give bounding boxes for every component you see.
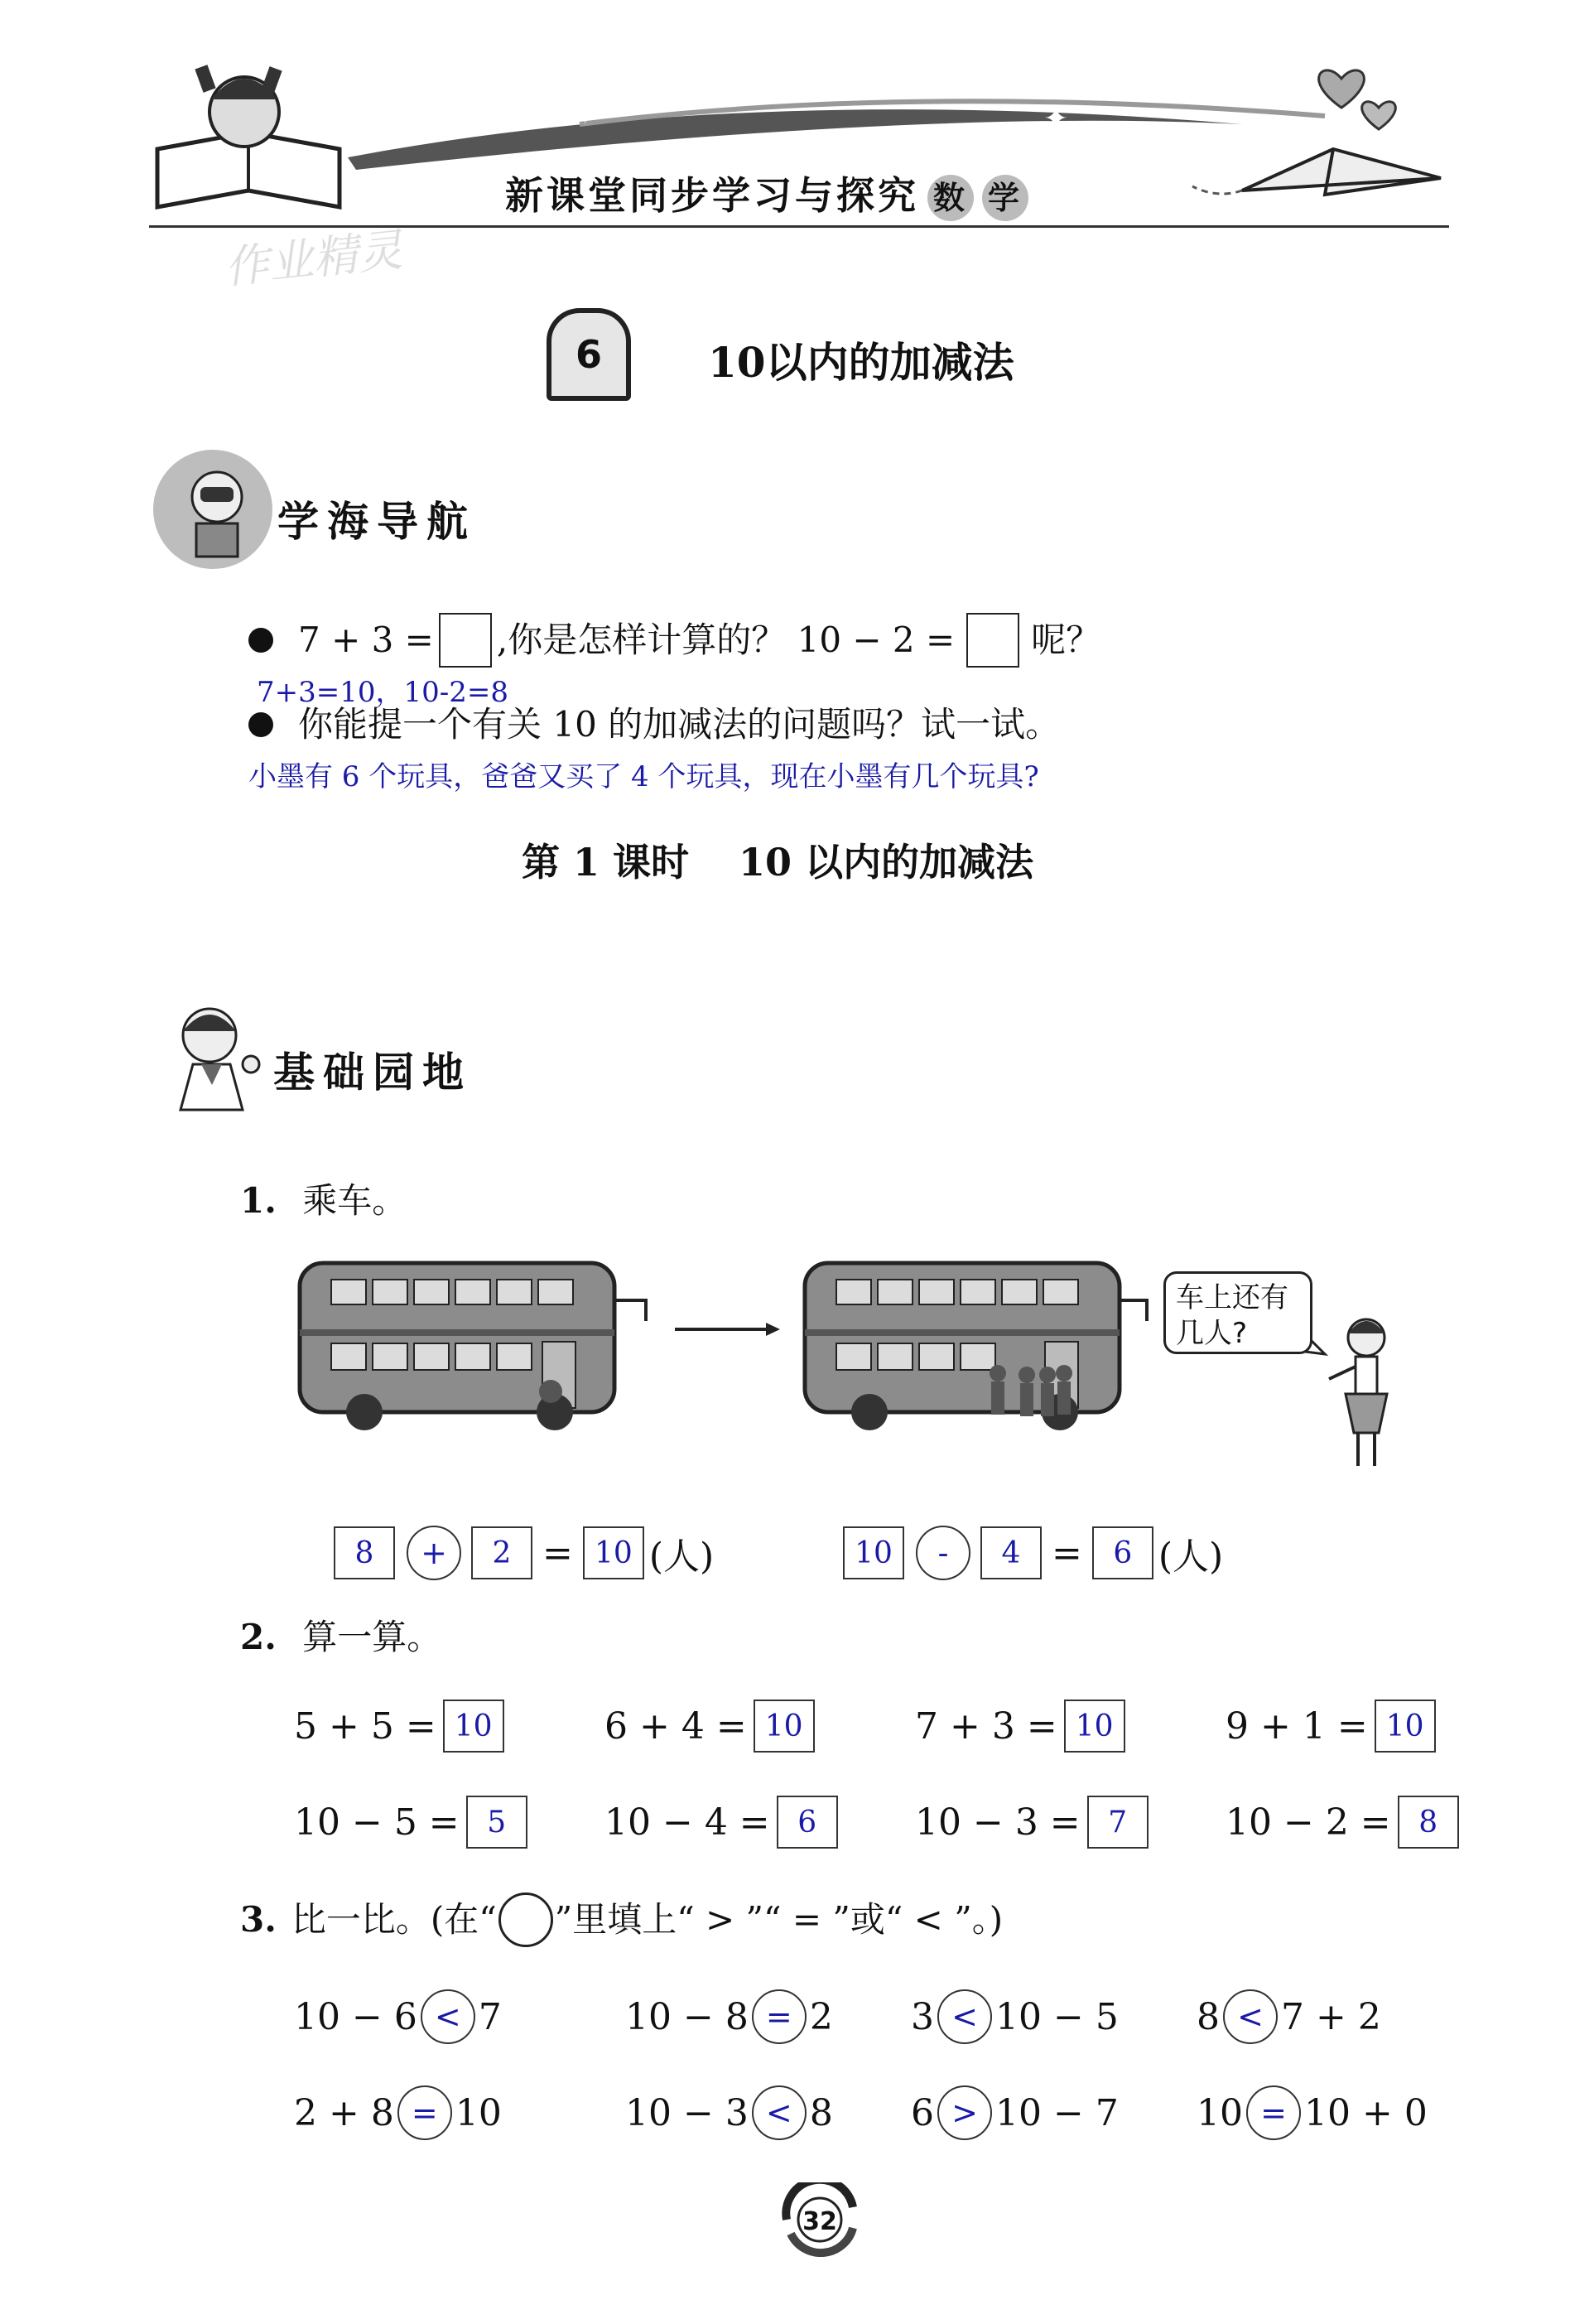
answer-box[interactable]: 6 (1092, 1526, 1153, 1579)
compare-circle[interactable]: < (937, 1989, 992, 2044)
answer-box[interactable]: 10 (843, 1526, 904, 1579)
answer-1: 7+3=10，10-2=8 (257, 676, 509, 709)
answer-box[interactable]: 4 (980, 1526, 1042, 1579)
operator-circle[interactable]: - (916, 1526, 970, 1580)
answer-box[interactable]: 8 (1398, 1796, 1459, 1849)
problem-2-heading: 2. 算一算。 (240, 1617, 442, 1657)
compare-item: 2 + 8 = 10 (294, 2085, 502, 2140)
compare-item: 6 > 10 − 7 (911, 2085, 1119, 2140)
watermark-text: 作业精灵 (221, 223, 406, 295)
calc-item: 10 − 5 = 5 (294, 1796, 527, 1849)
speech-bubble: 车上还有 几人? (1163, 1271, 1312, 1354)
answer-box[interactable]: 6 (777, 1796, 838, 1849)
explorer-kid-icon (151, 447, 275, 575)
calc-item: 10 − 4 = 6 (604, 1796, 838, 1849)
calc-item: 10 − 3 = 7 (915, 1796, 1149, 1849)
answer-box[interactable]: 8 (334, 1526, 395, 1579)
answer-box[interactable]: 10 (1375, 1700, 1436, 1753)
question-1: 7 + 3 = ,你是怎样计算的？ 10 − 2 = 呢？ (248, 613, 1100, 668)
bus-after-icon (805, 1263, 1147, 1430)
compare-circle[interactable]: = (1246, 2085, 1301, 2140)
compare-circle[interactable]: < (1223, 1989, 1278, 2044)
chapter-number-badge: 6 (547, 308, 631, 401)
problem-1-heading: 1. 乘车。 (240, 1180, 407, 1221)
bullet-dot (248, 712, 273, 737)
compare-item: 3 < 10 − 5 (911, 1989, 1119, 2044)
answer-box[interactable]: 10 (443, 1700, 504, 1753)
hearts-icon (1319, 70, 1396, 129)
arrow-right-icon (675, 1323, 780, 1336)
header-banner (0, 0, 1594, 232)
circle-symbol-icon (498, 1892, 553, 1947)
problem-3-heading: 3. 比一比。(在“ ”里填上“ > ”“ = ”或“ < ”。) (240, 1892, 1003, 1947)
calc-item: 6 + 4 = 10 (604, 1700, 815, 1753)
pioneer-girl-icon (156, 998, 272, 1117)
answer-2: 小墨有 6 个玩具，爸爸又买了 4 个玩具，现在小墨有几个玩具? (248, 760, 1039, 793)
subject-char: 学 (982, 175, 1028, 221)
girl-speaker-icon (1329, 1319, 1387, 1466)
book-title: 新课堂同步学习与探究 数 学 (505, 166, 1028, 221)
compare-circle[interactable]: = (397, 2085, 452, 2140)
section-title-jichu: 基础园地 (273, 1049, 472, 1097)
lesson-heading: 第 1 课时 10 以内的加减法 (522, 840, 1034, 885)
page-number: 32 (802, 2207, 837, 2236)
girl-reading-icon (157, 65, 340, 207)
chapter-title: 10以内的加减法 (708, 338, 1014, 387)
answer-box[interactable]: 10 (583, 1526, 644, 1579)
calc-item: 9 + 1 = 10 (1226, 1700, 1436, 1753)
answer-box[interactable]: 7 (1087, 1796, 1149, 1849)
compare-circle[interactable]: = (752, 1989, 807, 2044)
operator-circle[interactable]: + (407, 1526, 461, 1580)
subject-char: 数 (927, 175, 974, 221)
svg-text:✦: ✦ (1043, 102, 1069, 136)
calc-item: 10 − 2 = 8 (1226, 1796, 1459, 1849)
answer-box[interactable] (966, 613, 1019, 668)
compare-item: 8 < 7 + 2 (1197, 1989, 1381, 2044)
bus-before-icon (300, 1263, 646, 1430)
answer-box[interactable] (439, 613, 492, 668)
compare-circle[interactable]: < (752, 2085, 807, 2140)
bus-equation-1: 8 + 2 = 10 (人) (327, 1526, 714, 1580)
bus-equation-2: 10 - 4 = 6 (人) (836, 1526, 1223, 1580)
compare-item: 10 − 8 = 2 (625, 1989, 833, 2044)
compare-item: 10 = 10 + 0 (1197, 2085, 1428, 2140)
compare-circle[interactable]: > (937, 2085, 992, 2140)
compare-item: 10 − 6 < 7 (294, 1989, 502, 2044)
section-title-xuehai: 学海导航 (277, 498, 476, 546)
question-2: 你能提一个有关 10 的加减法的问题吗？试一试。 (248, 704, 1060, 745)
calc-item: 7 + 3 = 10 (915, 1700, 1125, 1753)
answer-box[interactable]: 10 (1064, 1700, 1125, 1753)
paper-plane-icon (1242, 149, 1441, 195)
svg-text:✦: ✦ (571, 94, 600, 133)
answer-box[interactable]: 5 (466, 1796, 527, 1849)
answer-box[interactable]: 10 (754, 1700, 815, 1753)
answer-box[interactable]: 2 (471, 1526, 532, 1579)
swoosh-shape (348, 109, 1242, 170)
bullet-dot (248, 628, 273, 653)
calc-item: 5 + 5 = 10 (294, 1700, 504, 1753)
compare-item: 10 − 3 < 8 (625, 2085, 833, 2140)
compare-circle[interactable]: < (421, 1989, 475, 2044)
